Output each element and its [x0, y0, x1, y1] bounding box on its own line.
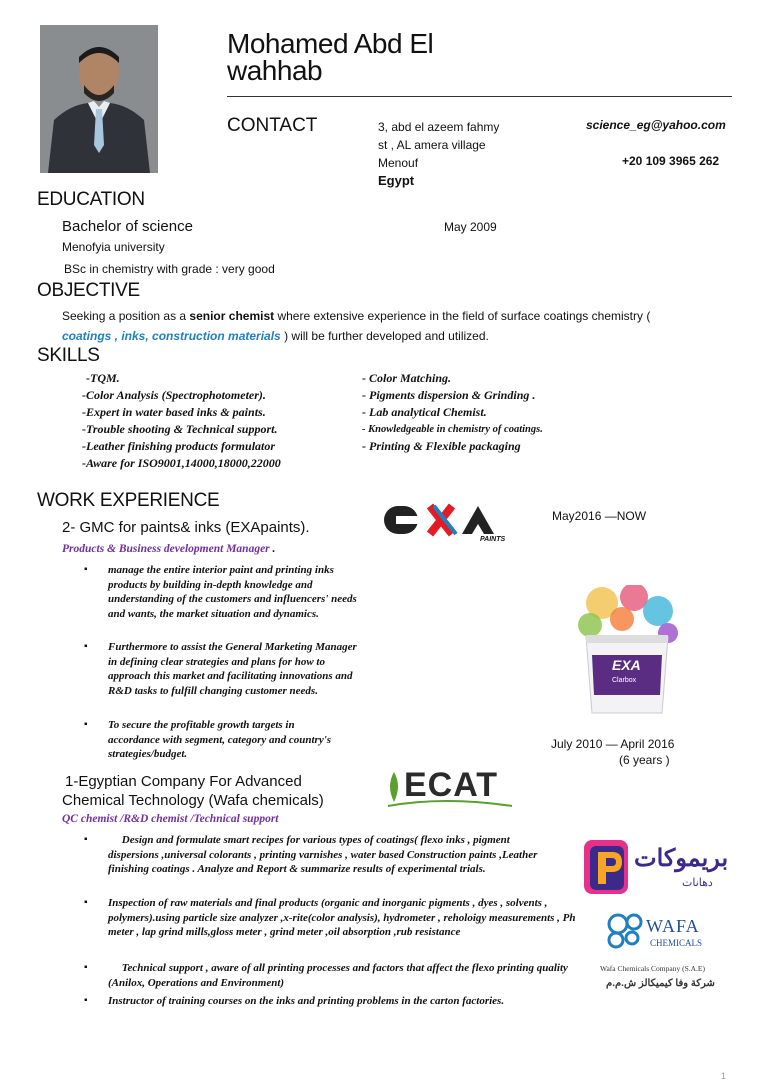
education-heading: EDUCATION [37, 189, 145, 210]
objective-text-start: Seeking a position as a [62, 309, 190, 323]
ecat-logo [384, 766, 516, 810]
skill-item: - Printing & Flexible packaging [362, 439, 521, 453]
job1-company-line-1: 1-Egyptian Company For Advanced [65, 773, 302, 790]
job1-duration: (6 years ) [619, 753, 670, 767]
skill-item: -Trouble shooting & Technical support. [82, 422, 278, 436]
education-grade: BSc in chemistry with grade : very good [64, 262, 275, 276]
exa-paint-bucket-image [572, 585, 682, 717]
skill-item: -Aware for ISO9001,14000,18000,22000 [82, 456, 281, 470]
objective-text [62, 306, 722, 346]
ecat-logo-text: ECAT [404, 766, 499, 804]
skill-item: - Lab analytical Chemist. [362, 405, 487, 419]
bucket-label: Clarbox [612, 677, 637, 684]
skill-item: - Pigments dispersion & Grinding . [362, 388, 536, 402]
skill-item: -TQM. [86, 371, 120, 385]
address-line-3: Menouf [378, 156, 419, 170]
wafa-logo [598, 910, 728, 996]
objective-senior-chemist: senior chemist [189, 309, 275, 323]
primocat-logo-arabic: بريموكات [634, 845, 729, 872]
education-university: Menofyia university [62, 240, 165, 254]
job1-bullet: ▪ Design and formulate smart recipes for various types of coatings( flexo inks , pigment dispersions ,universal colorants , printing varnishes , water based Construction paints ,Leather finishing coatings . Analyze and Report & summarize results of experimental trials. [108, 833, 548, 877]
wafa-logo-sub: CHEMICALS [650, 938, 703, 948]
name-line-1: Mohamed Abd El [227, 28, 434, 59]
contact-label: CONTACT [227, 115, 318, 136]
job1-role: QC chemist /R&D chemist /Technical support [62, 813, 279, 825]
objective-text-end: ) will be further developed and utilized. [280, 329, 489, 343]
job2-role-suffix: . [269, 543, 276, 555]
skill-item: - Knowledgeable in chemistry of coatings. [362, 424, 543, 435]
primocat-logo [582, 838, 734, 896]
candidate-name [227, 30, 433, 84]
job1-dates [551, 736, 674, 768]
job1-bullet: ▪ Inspection of raw materials and final products (organic and inorganic pigments , dyes , solvents , polymers).using particle size analyzer ,x-rite(color analysis), hydrometer , reholoigy measurements , Ph meter , lap grind mills,gloss meter , grind meter ,oil absorption ,rub resistance [108, 896, 586, 940]
address-line-1: 3, abd el azeem fahmy [378, 120, 500, 134]
job2-bullet: ▪ To secure the profitable growth targets in accordance with segment, category and country's strategies/budget. [108, 718, 340, 762]
job1-date-range: July 2010 — April 2016 [551, 737, 675, 751]
skill-item: -Leather finishing products formulator [82, 439, 276, 453]
page-number: 1 [721, 1071, 727, 1081]
job2-role [62, 543, 275, 555]
skill-item: -Expert in water based inks & paints. [82, 405, 266, 419]
wafa-company-name: Wafa Chemicals Company (S.A.E) [600, 964, 705, 973]
contact-address [378, 118, 499, 190]
skills-left-list [82, 370, 281, 472]
objective-highlight: coatings , inks, construction materials [62, 329, 281, 343]
exa-logo-sub: PAINTS [480, 536, 506, 543]
job2-dates: May2016 —NOW [552, 509, 647, 523]
phone-number: +20 109 3965 262 [622, 154, 720, 168]
wafa-company-arabic: شركة وفا كيميكالز ش.م.م [606, 978, 715, 989]
email-link[interactable]: science_eg@yahoo.com [586, 118, 726, 132]
job2-bullet: ▪ Furthermore to assist the General Marketing Manager in defining clear strategies and plans for how to approach this market and facilitating innovations and R&D tasks to fulfill changing customer needs. [108, 640, 360, 698]
job1-company-line-2: Chemical Technology (Wafa chemicals) [62, 792, 324, 809]
name-divider [227, 96, 732, 97]
education-degree: Bachelor of science [62, 218, 193, 235]
work-heading: WORK EXPERIENCE [37, 490, 220, 511]
name-line-2: wahhab [227, 55, 323, 86]
address-line-2: st , AL amera village [378, 138, 486, 152]
profile-photo [40, 25, 158, 173]
job1-bullet: ▪ Instructor of training courses on the inks and printing problems in the carton factories. [108, 994, 578, 1009]
job1-company [62, 772, 324, 810]
job2-bullet: ▪ manage the entire interior paint and printing inks products by building in-depth knowledge and understanding of the customers and influencers' needs and wants, the market situation and dynamics. [108, 563, 358, 621]
exa-logo [382, 502, 522, 546]
education-date: May 2009 [444, 220, 497, 234]
job2-role-title: Products & Business development Manager [62, 543, 270, 555]
skill-item: -Color Analysis (Spectrophotometer). [82, 388, 266, 402]
wafa-logo-text: WAFA [646, 916, 700, 936]
objective-text-middle: where extensive experience in the field of surface coatings chemistry ( [274, 309, 651, 323]
objective-heading: OBJECTIVE [37, 280, 140, 301]
job2-company: 2- GMC for paints& inks (EXApaints). [62, 519, 310, 536]
address-country: Egypt [378, 173, 415, 188]
bucket-brand: EXA [612, 657, 641, 673]
skills-right-list [362, 370, 543, 455]
job1-bullet: ▪ Technical support , aware of all printing processes and factors that affect the flexo printing quality (Anilox, Operations and Environment) [108, 961, 568, 990]
skill-item: - Color Matching. [362, 371, 452, 385]
primocat-logo-sub: دهانات [682, 877, 713, 889]
skills-heading: SKILLS [37, 345, 100, 366]
